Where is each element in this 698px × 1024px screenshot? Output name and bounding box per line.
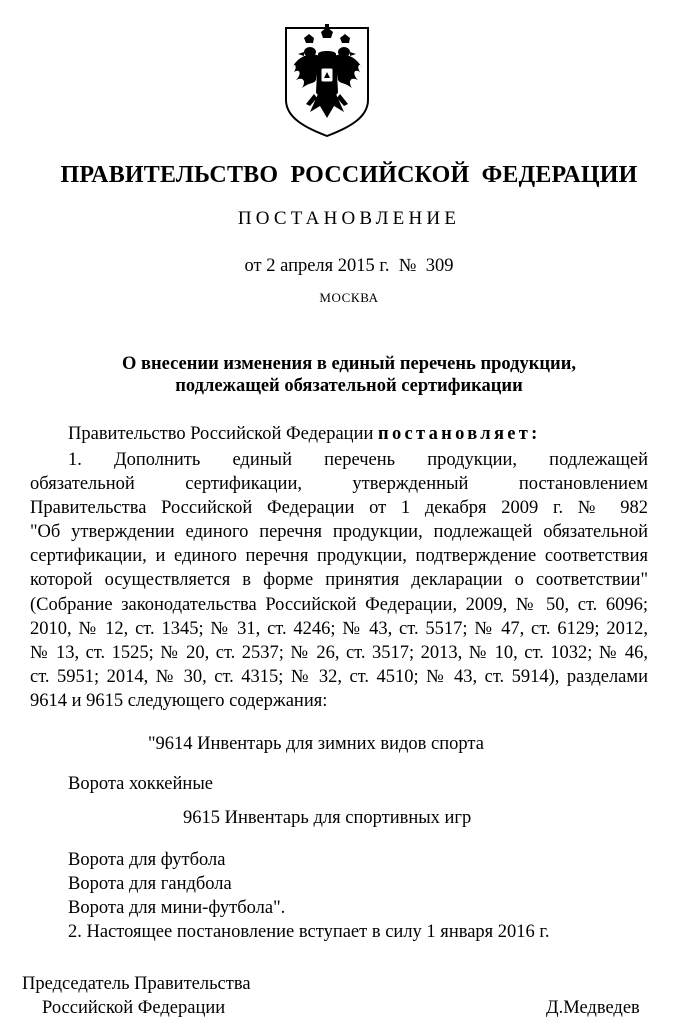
preamble [68, 422, 541, 446]
preamble-verb: постановляет: [378, 424, 541, 444]
signatory-name: Д.Медведев [546, 998, 640, 1018]
government-title: ПРАВИТЕЛЬСТВО РОССИЙСКОЙ ФЕДЕРАЦИИ [60, 162, 638, 188]
document-type: ПОСТАНОВЛЕНИЕ [237, 208, 461, 229]
signatory-title: Председатель Правительства [22, 974, 251, 994]
point-2: 2. Настоящее постановление вступает в силу 1 января 2016 г. [68, 922, 550, 942]
section-9614: "9614 Инвентарь для зимних видов спорта [148, 734, 484, 754]
body-line: обязательной сертификации, утвержденный постановлением [30, 474, 648, 494]
subject-line: О внесении изменения в единый перечень продукции, [122, 354, 576, 374]
section-9615: 9615 Инвентарь для спортивных игр [183, 808, 472, 828]
date-and-number: от 2 апреля 2015 г. № 309 [244, 256, 454, 276]
signatory-title: Российской Федерации [42, 998, 226, 1018]
body-line: 1. Дополнить единый перечень продукции, подлежащей [68, 450, 648, 470]
body-line: "Об утверждении единого перечня продукции, подлежащей обязательной [30, 522, 648, 542]
preamble-lead: Правительство Российской Федерации [68, 424, 378, 444]
body-line: (Собрание законодательства Российской Федерации, 2009, № 50, ст. 6096; [30, 595, 648, 615]
body-line: Правительства Российской Федерации от 1 декабря 2009 г. № 982 [30, 498, 648, 518]
list-item: Ворота для гандбола [68, 874, 232, 894]
body-line: № 13, ст. 1525; № 20, ст. 2537; № 26, ст. 3517; 2013, № 10, ст. 1032; № 46, [30, 643, 648, 663]
city-label: МОСКВА [319, 290, 379, 305]
coat-of-arms-emblem [280, 22, 374, 140]
body-line: которой осуществляется в форме принятия декларации о соответствии" [30, 570, 648, 590]
list-item: Ворота для мини-футбола". [68, 898, 286, 918]
body-line: ст. 5951; 2014, № 30, ст. 4315; № 32, ст. 4510; № 43, ст. 5914), разделами [30, 667, 648, 687]
list-item: Ворота хоккейные [68, 774, 213, 794]
list-item: Ворота для футбола [68, 850, 226, 870]
body-line: 9614 и 9615 следующего содержания: [30, 691, 328, 711]
decree-subject [0, 353, 698, 397]
subject-line: подлежащей обязательной сертификации [175, 376, 523, 396]
body-line: 2010, № 12, ст. 1345; № 31, ст. 4246; № 43, ст. 5517; № 47, ст. 6129; 2012, [30, 619, 648, 639]
body-line: сертификации, и единого перечня продукции, подтверждение соответствия [30, 546, 648, 566]
